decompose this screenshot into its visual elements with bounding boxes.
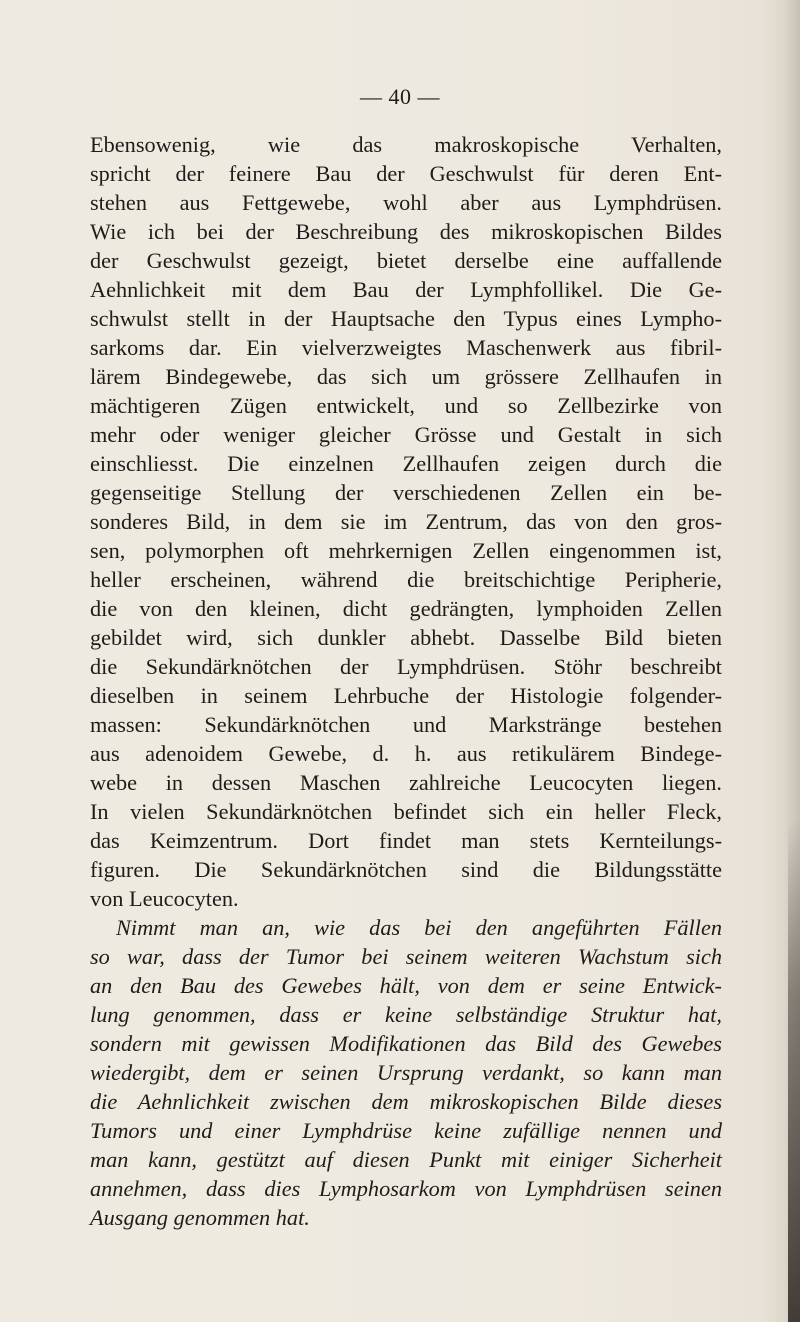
text-line: die Sekundärknötchen der Lymphdrüsen. Stöhr beschreibt	[90, 654, 722, 679]
text-line: webe in dessen Maschen zahlreiche Leucocyten liegen.	[90, 770, 722, 795]
text-line: sonderes Bild, in dem sie im Zentrum, das von den gros-	[90, 509, 722, 534]
text-line: Wie ich bei der Beschreibung des mikroskopischen Bildes	[90, 219, 722, 244]
text-line: so war, dass der Tumor bei seinem weiteren Wachstum sich	[90, 944, 722, 969]
text-line: an den Bau des Gewebes hält, von dem er seine Entwick-	[90, 973, 722, 998]
text-line: gebildet wird, sich dunkler abhebt. Dasselbe Bild bieten	[90, 625, 722, 650]
text-line: dieselben in seinem Lehrbuche der Histologie folgender-	[90, 683, 722, 708]
body-text	[90, 130, 722, 1232]
text-line: man kann, gestützt auf diesen Punkt mit einiger Sicherheit	[90, 1147, 722, 1172]
text-line: gegenseitige Stellung der verschiedenen Zellen ein be-	[90, 480, 722, 505]
text-line: das Keimzentrum. Dort findet man stets Kernteilungs-	[90, 828, 722, 853]
text-line: lärem Bindegewebe, das sich um grössere Zellhaufen in	[90, 364, 722, 389]
text-line: In vielen Sekundärknötchen befindet sich ein heller Fleck,	[90, 799, 722, 824]
text-line: einschliesst. Die einzelnen Zellhaufen zeigen durch die	[90, 451, 722, 476]
text-line: Tumors und einer Lymphdrüse keine zufällige nennen und	[90, 1118, 722, 1143]
text-line: mächtigeren Zügen entwickelt, und so Zellbezirke von	[90, 393, 722, 418]
paragraph-1	[90, 130, 722, 913]
text-line: stehen aus Fettgewebe, wohl aber aus Lymphdrüsen.	[90, 190, 722, 215]
text-line: mehr oder weniger gleicher Grösse und Gestalt in sich	[90, 422, 722, 447]
text-line: die von den kleinen, dicht gedrängten, lymphoiden Zellen	[90, 596, 722, 621]
text-line: heller erscheinen, während die breitschichtige Peripherie,	[90, 567, 722, 592]
text-line: Nimmt man an, wie das bei den angeführten Fällen	[116, 915, 722, 940]
text-line: Ausgang genommen hat.	[90, 1205, 310, 1230]
book-spine-shadow	[788, 820, 800, 1322]
page-number: — 40 —	[360, 84, 440, 109]
text-line: figuren. Die Sekundärknötchen sind die Bildungsstätte	[90, 857, 722, 882]
text-line: sondern mit gewissen Modifikationen das Bild des Gewebes	[90, 1031, 722, 1056]
text-line: sarkoms dar. Ein vielverzweigtes Maschenwerk aus fibril-	[90, 335, 722, 360]
text-line: die Aehnlichkeit zwischen dem mikroskopischen Bilde dieses	[90, 1089, 722, 1114]
text-line: sen, polymorphen oft mehrkernigen Zellen eingenommen ist,	[90, 538, 722, 563]
text-line: lung genommen, dass er keine selbständige Struktur hat,	[90, 1002, 722, 1027]
text-line: wiedergibt, dem er seinen Ursprung verdankt, so kann man	[90, 1060, 722, 1085]
text-line: Ebensowenig, wie das makroskopische Verhalten,	[90, 132, 722, 157]
text-line: massen: Sekundärknötchen und Markstränge bestehen	[90, 712, 722, 737]
text-line: spricht der feinere Bau der Geschwulst für deren Ent-	[90, 161, 722, 186]
text-line: der Geschwulst gezeigt, bietet derselbe eine auffallende	[90, 248, 722, 273]
text-line: von Leucocyten.	[90, 886, 239, 911]
text-line: aus adenoidem Gewebe, d. h. aus retikulärem Bindege-	[90, 741, 722, 766]
text-line: annehmen, dass dies Lymphosarkom von Lymphdrüsen seinen	[90, 1176, 722, 1201]
text-line: Aehnlichkeit mit dem Bau der Lymphfollikel. Die Ge-	[90, 277, 722, 302]
text-line: schwulst stellt in der Hauptsache den Typus eines Lympho-	[90, 306, 722, 331]
paragraph-2-italic	[90, 913, 722, 1232]
